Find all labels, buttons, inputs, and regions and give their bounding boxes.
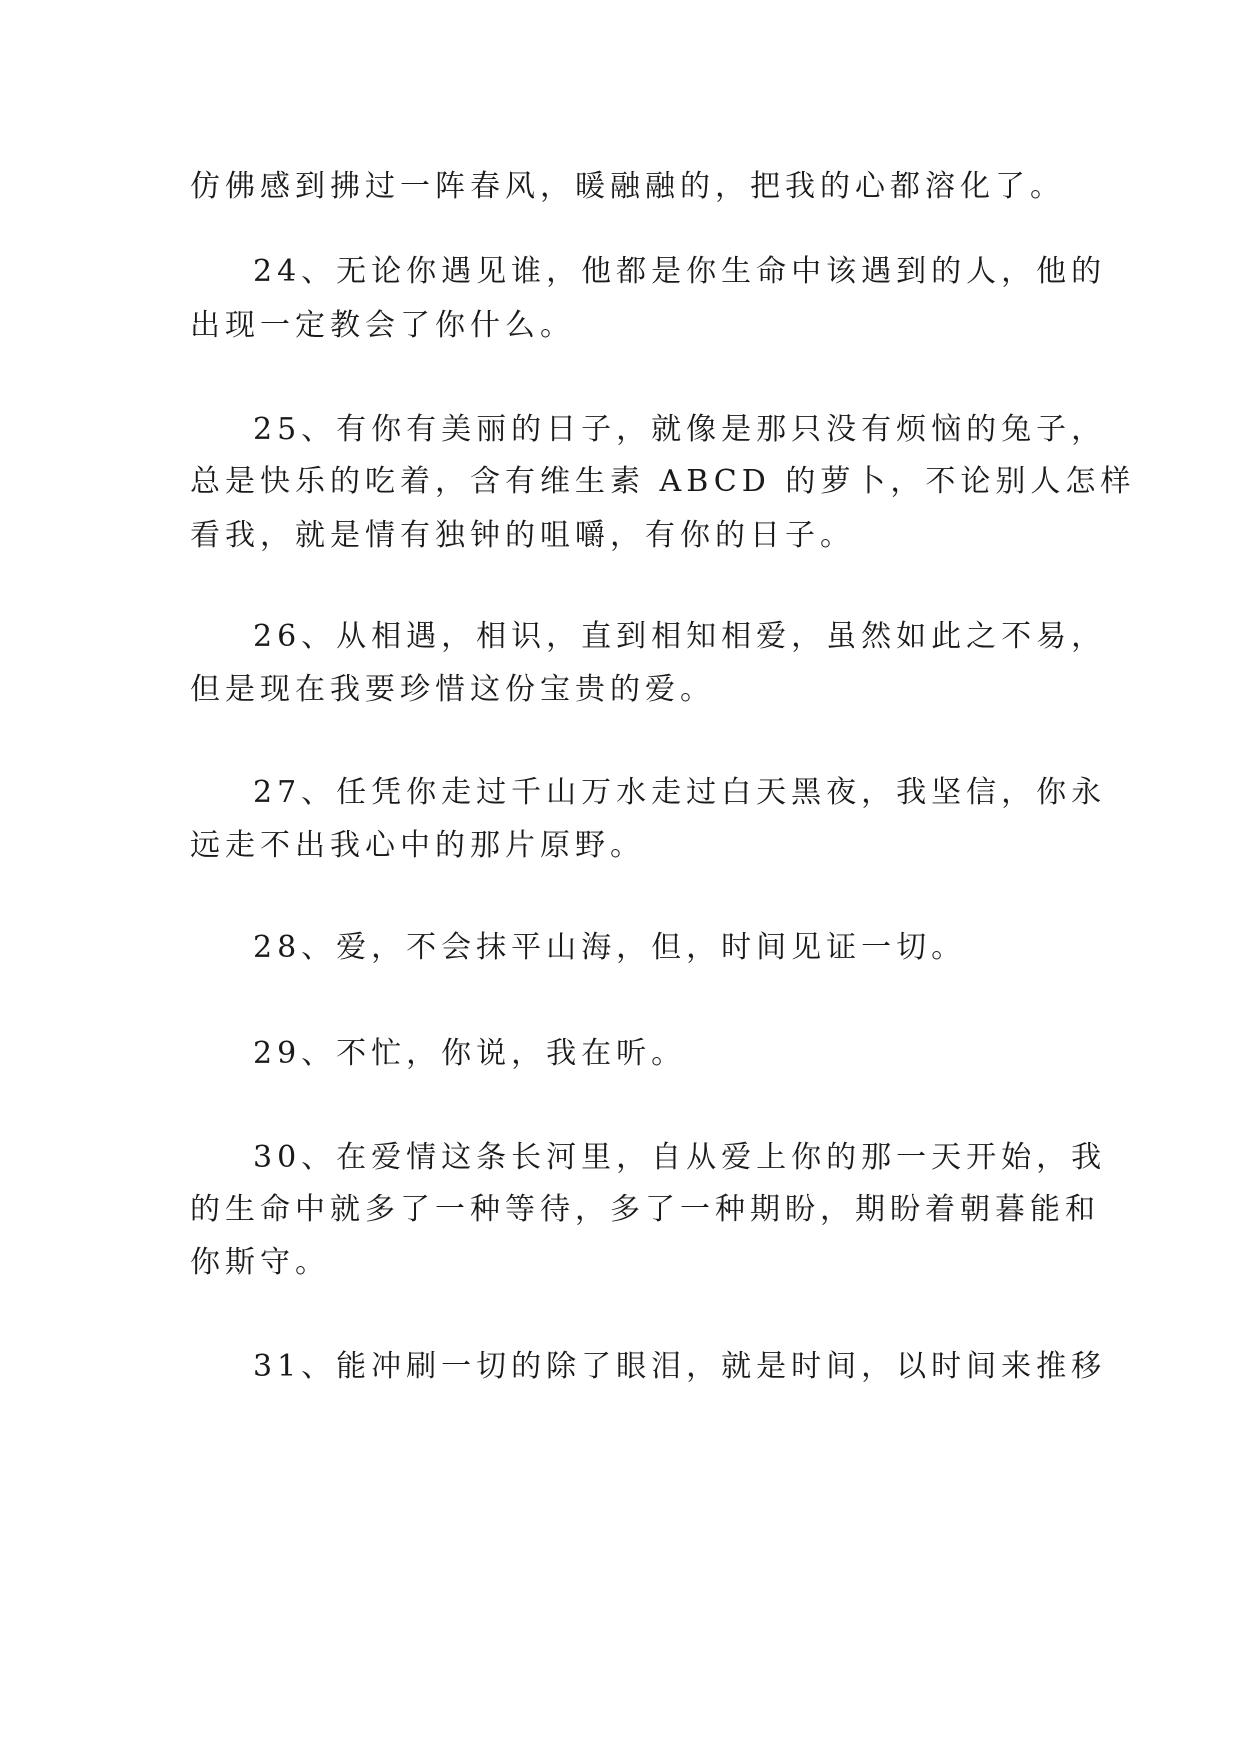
paragraph-25-line-2: 总是快乐的吃着，含有维生素 ABCD 的萝卜，不论别人怎样: [190, 464, 1136, 499]
paragraph-30-line-1: 30、在爱情这条长河里，自从爱上你的那一天开始，我: [253, 1140, 1107, 1175]
paragraph-26-line-2: 但是现在我要珍惜这份宝贵的爱。: [190, 672, 715, 707]
paragraph-27-line-1: 27、任凭你走过千山万水走过白天黑夜，我坚信，你永: [253, 775, 1107, 810]
paragraph-31-line-1: 31、能冲刷一切的除了眼泪，就是时间，以时间来推移: [253, 1349, 1107, 1384]
paragraph-28: 28、爱，不会抹平山海，但，时间见证一切。: [253, 930, 967, 965]
paragraph-30-line-2: 的生命中就多了一种等待，多了一种期盼，期盼着朝暮能和: [190, 1192, 1100, 1227]
paragraph-29: 29、不忙，你说，我在听。: [253, 1036, 687, 1071]
paragraph-27-line-2: 远走不出我心中的那片原野。: [190, 828, 645, 863]
paragraph-24-line-2: 出现一定教会了你什么。: [190, 308, 575, 343]
paragraph-30-line-3: 你斯守。: [190, 1245, 330, 1280]
paragraph-24-line-1: 24、无论你遇见谁，他都是你生命中该遇到的人，他的: [253, 254, 1107, 289]
paragraph-25-line-3: 看我，就是情有独钟的咀嚼，有你的日子。: [190, 518, 855, 553]
paragraph-25-line-1: 25、有你有美丽的日子，就像是那只没有烦恼的兔子，: [253, 412, 1107, 447]
paragraph-23-line-2: 仿佛感到拂过一阵春风，暖融融的，把我的心都溶化了。: [190, 169, 1065, 204]
paragraph-26-line-1: 26、从相遇，相识，直到相知相爱，虽然如此之不易，: [253, 619, 1107, 654]
